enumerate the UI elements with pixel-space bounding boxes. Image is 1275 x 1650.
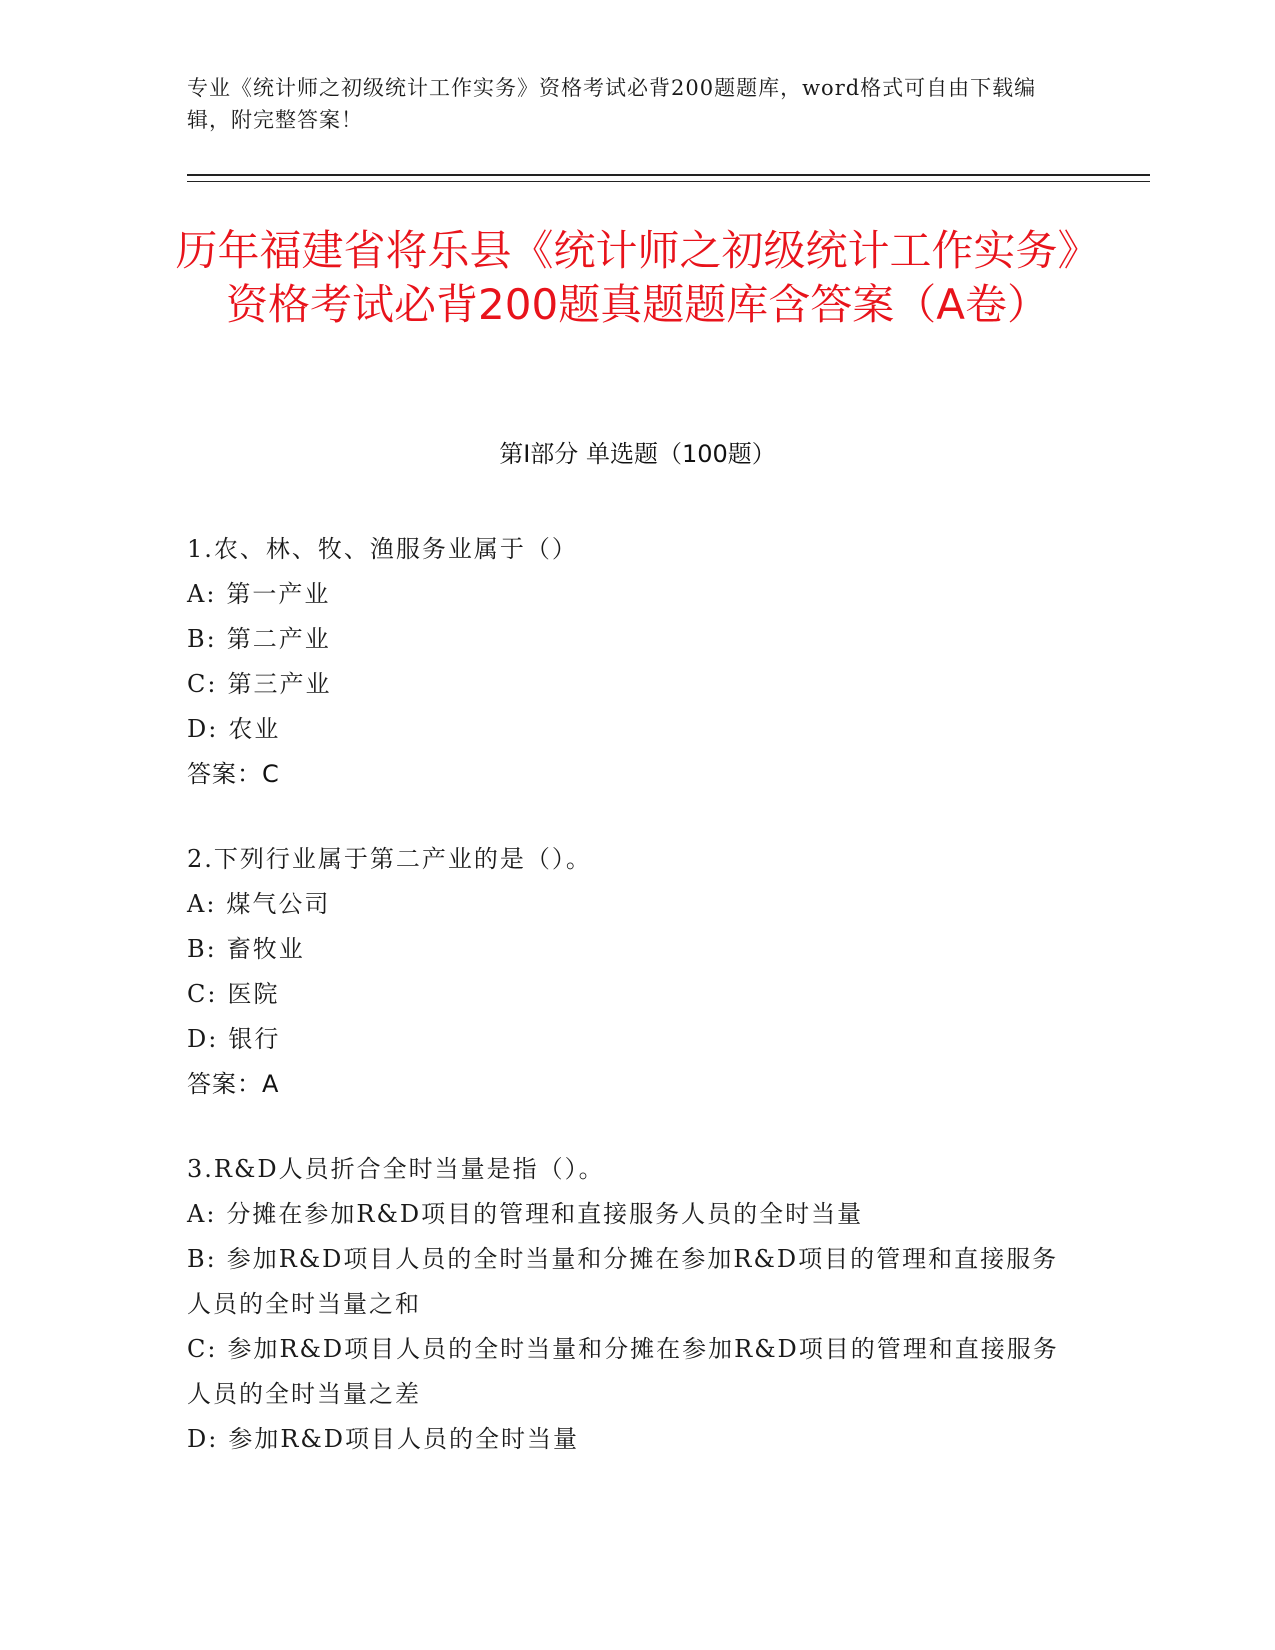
option-text: 参加R&D项目人员的全时当量	[228, 1425, 580, 1453]
option-key: A:	[187, 580, 217, 608]
option-c	[187, 972, 1067, 1017]
option-a	[187, 572, 1067, 617]
document-title: 历年福建省将乐县《统计师之初级统计工作实务》资格考试必背200题真题题库含答案（A卷）	[175, 226, 1100, 329]
option-b	[187, 927, 1067, 972]
header-rule-thin	[187, 181, 1150, 182]
option-key: B:	[187, 935, 217, 963]
option-text: 医院	[227, 980, 280, 1008]
option-key: B:	[187, 625, 217, 653]
option-key: D:	[187, 1425, 219, 1453]
answer-line: 答案：C	[187, 760, 280, 788]
option-key: D:	[187, 715, 219, 743]
option-d	[187, 1017, 1067, 1062]
option-text: 第一产业	[226, 580, 331, 608]
question-list	[187, 527, 1067, 1502]
question-stem: 2.下列行业属于第二产业的是（）。	[187, 845, 592, 873]
option-text: 银行	[228, 1025, 281, 1053]
option-text: 分摊在参加R&D项目的管理和直接服务人员的全时当量	[226, 1200, 864, 1228]
option-b	[187, 617, 1067, 662]
question-1	[187, 527, 1067, 797]
option-text: 参加R&D项目人员的全时当量和分摊在参加R&D项目的管理和直接服务人员的全时当量之和	[187, 1245, 1059, 1318]
option-text: 农业	[228, 715, 281, 743]
option-text: 畜牧业	[226, 935, 305, 963]
option-c	[187, 662, 1067, 707]
option-a	[187, 882, 1067, 927]
option-key: A:	[187, 890, 217, 918]
option-d	[187, 707, 1067, 752]
question-stem: 3.R&D人员折合全时当量是指（）。	[187, 1155, 605, 1183]
option-key: C:	[187, 670, 218, 698]
option-a	[187, 1192, 1067, 1237]
option-key: B:	[187, 1245, 217, 1273]
answer-line: 答案：A	[187, 1070, 280, 1098]
option-key: D:	[187, 1025, 219, 1053]
option-c	[187, 1327, 1067, 1417]
option-text: 煤气公司	[226, 890, 331, 918]
option-d	[187, 1417, 1067, 1462]
section-title: 第I部分 单选题（100题）	[499, 440, 776, 468]
option-text: 第二产业	[226, 625, 331, 653]
option-text: 第三产业	[227, 670, 332, 698]
header-rule-thick	[187, 174, 1150, 176]
header-note: 专业《统计师之初级统计工作实务》资格考试必背200题题库，word格式可自由下载编辑，附完整答案！	[187, 76, 1037, 132]
option-text: 参加R&D项目人员的全时当量和分摊在参加R&D项目的管理和直接服务人员的全时当量之差	[187, 1335, 1059, 1408]
option-key: C:	[187, 1335, 218, 1363]
question-2	[187, 837, 1067, 1107]
question-3	[187, 1147, 1067, 1462]
option-b	[187, 1237, 1067, 1327]
option-key: A:	[187, 1200, 217, 1228]
option-key: C:	[187, 980, 218, 1008]
question-stem: 1.农、林、牧、渔服务业属于（）	[187, 535, 578, 563]
